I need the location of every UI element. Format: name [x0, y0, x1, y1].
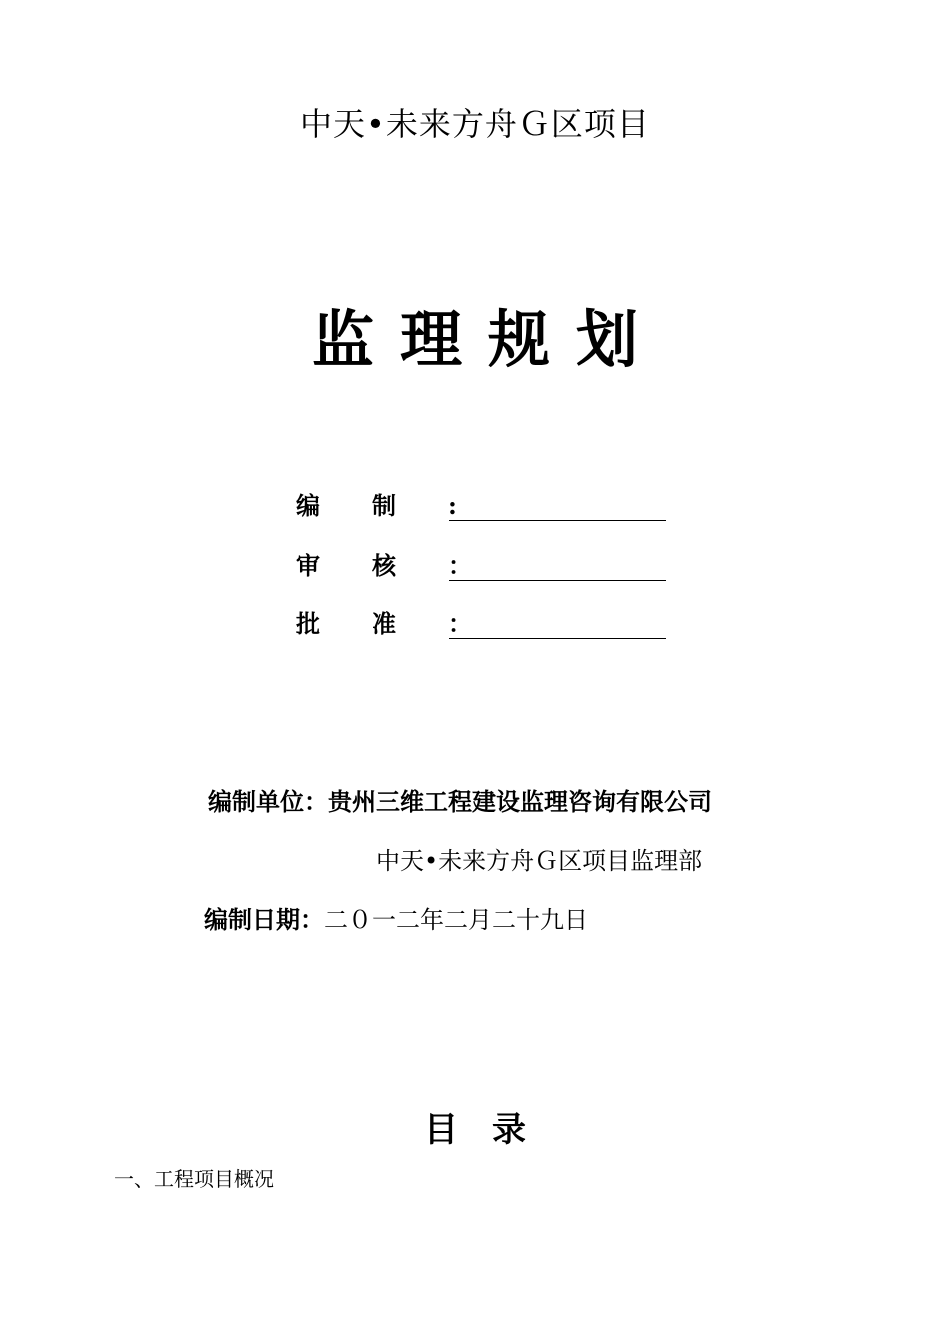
signature-line — [449, 580, 666, 581]
signature-line — [449, 520, 666, 521]
project-department — [376, 843, 702, 879]
signature-row-compile — [296, 486, 676, 526]
signature-row-approve — [296, 604, 676, 644]
toc-item: 一、工程项目概况 — [114, 1167, 274, 1191]
document-title: 监理规划 — [311, 303, 664, 376]
toc-title: 目录 — [424, 1110, 560, 1150]
compiling-unit-label: 编制单位： — [208, 787, 328, 816]
signature-label: 编制: — [296, 491, 509, 520]
compile-date-label: 编制日期： — [204, 905, 324, 934]
signature-label: 审核： — [296, 551, 524, 580]
signature-label: 批准： — [296, 609, 524, 638]
project-title: 中天•未来方舟Ｇ区项目 — [300, 105, 650, 143]
project-department-value: 中天•未来方舟Ｇ区项目监理部 — [376, 847, 703, 875]
signature-row-review — [296, 546, 676, 586]
signature-line — [449, 638, 666, 639]
compiling-unit — [208, 784, 712, 820]
compiling-unit-value: 贵州三维工程建设监理咨询有限公司 — [328, 787, 712, 816]
compile-date — [204, 902, 588, 938]
compile-date-value: 二０一二年二月二十九日 — [324, 906, 588, 934]
